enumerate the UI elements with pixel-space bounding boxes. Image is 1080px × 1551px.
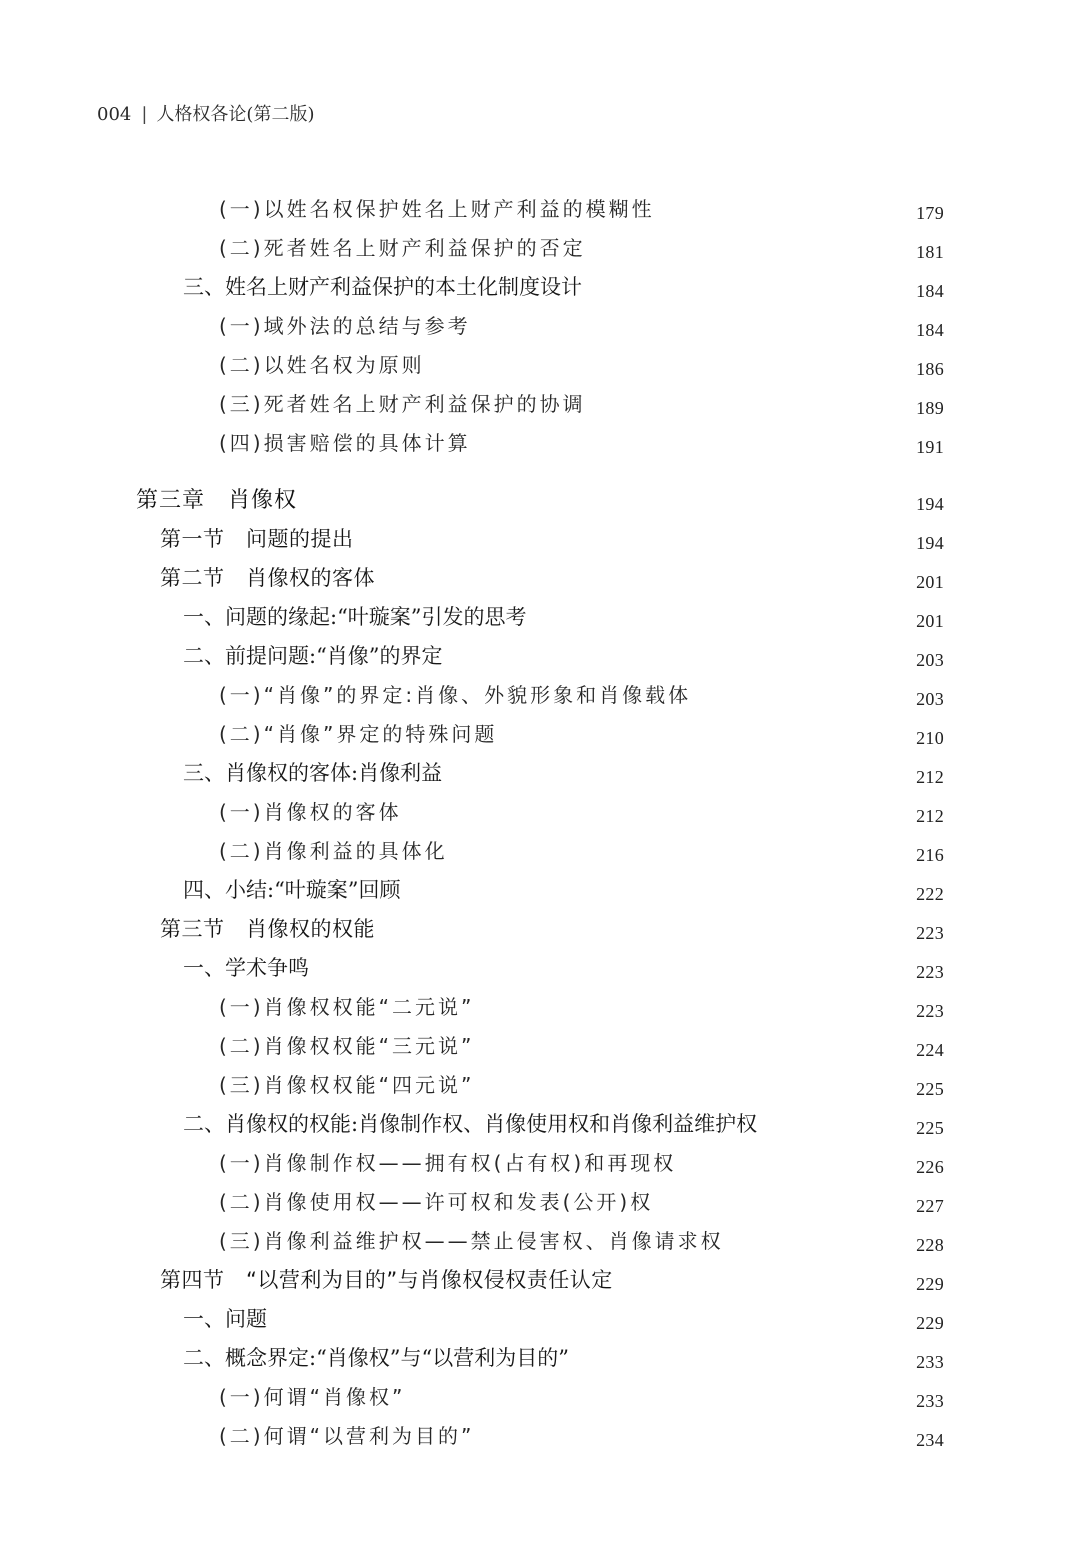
toc-entry-sub bbox=[0, 190, 1080, 229]
toc-entry-section bbox=[0, 1261, 1080, 1300]
toc-entry-page-number: 194 bbox=[916, 533, 944, 553]
toc-entry-page-number: 233 bbox=[916, 1391, 944, 1411]
toc-entry-title: (二)以姓名权为原则 bbox=[219, 353, 425, 377]
toc-entry-sub bbox=[0, 307, 1080, 346]
toc-entry-sub bbox=[0, 832, 1080, 871]
toc-entry-title: (一)肖像权的客体 bbox=[219, 800, 402, 824]
toc-entry-page-number: 201 bbox=[916, 572, 944, 592]
toc-entry-page-number: 212 bbox=[916, 806, 944, 826]
toc-entry-page-number: 189 bbox=[916, 398, 944, 418]
toc-entry-title: (一)“肖像”的界定:肖像、外貌形象和肖像载体 bbox=[219, 683, 692, 707]
toc-entry-sub bbox=[0, 1222, 1080, 1261]
toc-entry-sub bbox=[0, 1066, 1080, 1105]
toc-entry-title: (二)何谓“以营利为目的” bbox=[219, 1424, 475, 1448]
toc-entry-sub bbox=[0, 715, 1080, 754]
toc-entry-chapter bbox=[0, 481, 1080, 520]
toc-entry-title: 一、问题的缘起:“叶璇案”引发的思考 bbox=[183, 605, 527, 629]
toc-entry-title: (一)肖像权权能“二元说” bbox=[219, 995, 475, 1019]
toc-entry-title: (二)肖像权权能“三元说” bbox=[219, 1034, 475, 1058]
toc-entry-page-number: 210 bbox=[916, 728, 944, 748]
toc-entry-sub bbox=[0, 1183, 1080, 1222]
toc-entry-item bbox=[0, 637, 1080, 676]
toc-entry-title: (四)损害赔偿的具体计算 bbox=[219, 431, 471, 455]
toc-group-chapter-three bbox=[0, 481, 1080, 1456]
toc-entry-title: 二、肖像权的权能:肖像制作权、肖像使用权和肖像利益维护权 bbox=[183, 1112, 758, 1136]
toc-entry-sub bbox=[0, 1378, 1080, 1417]
header-book-title: 人格权各论(第二版) bbox=[156, 104, 315, 125]
toc-entry-title: (二)肖像使用权——许可权和发表(公开)权 bbox=[219, 1190, 654, 1214]
toc-entry-sub bbox=[0, 793, 1080, 832]
table-of-contents bbox=[0, 190, 1080, 1456]
toc-entry-sub bbox=[0, 988, 1080, 1027]
toc-entry-section bbox=[0, 520, 1080, 559]
toc-entry-title: 第三节 肖像权的权能 bbox=[160, 917, 375, 941]
toc-entry-sub bbox=[0, 229, 1080, 268]
toc-entry-title: 第一节 问题的提出 bbox=[160, 527, 354, 551]
toc-entry-item bbox=[0, 598, 1080, 637]
toc-entry-title: 第三章 肖像权 bbox=[136, 488, 298, 513]
toc-entry-page-number: 223 bbox=[916, 923, 944, 943]
toc-entry-item bbox=[0, 1300, 1080, 1339]
toc-entry-title: (一)域外法的总结与参考 bbox=[219, 314, 471, 338]
toc-entry-title: 第二节 肖像权的客体 bbox=[160, 566, 375, 590]
toc-entry-title: 一、学术争鸣 bbox=[183, 956, 309, 980]
toc-entry-page-number: 225 bbox=[916, 1079, 944, 1099]
toc-entry-page-number: 222 bbox=[916, 884, 944, 904]
toc-entry-page-number: 194 bbox=[916, 494, 944, 514]
toc-entry-item bbox=[0, 871, 1080, 910]
toc-entry-title: (三)肖像利益维护权——禁止侵害权、肖像请求权 bbox=[219, 1229, 724, 1253]
toc-entry-section bbox=[0, 559, 1080, 598]
toc-entry-title: (一)何谓“肖像权” bbox=[219, 1385, 406, 1409]
toc-entry-sub bbox=[0, 1417, 1080, 1456]
toc-entry-item bbox=[0, 1105, 1080, 1144]
toc-entry-page-number: 229 bbox=[916, 1313, 944, 1333]
toc-entry-title: (三)死者姓名上财产利益保护的协调 bbox=[219, 392, 586, 416]
toc-entry-title: (一)以姓名权保护姓名上财产利益的模糊性 bbox=[219, 197, 655, 221]
toc-entry-page-number: 233 bbox=[916, 1352, 944, 1372]
toc-entry-page-number: 212 bbox=[916, 767, 944, 787]
header-page-number: 004 bbox=[97, 104, 132, 125]
toc-entry-title: (三)肖像权权能“四元说” bbox=[219, 1073, 475, 1097]
toc-entry-title: 三、肖像权的客体:肖像利益 bbox=[183, 761, 443, 785]
toc-entry-title: 四、小结:“叶璇案”回顾 bbox=[183, 878, 401, 902]
toc-entry-page-number: 179 bbox=[916, 203, 944, 223]
toc-entry-title: 第四节 “以营利为目的”与肖像权侵权责任认定 bbox=[160, 1268, 613, 1292]
header-separator: | bbox=[141, 104, 148, 125]
toc-group-continued bbox=[0, 190, 1080, 463]
toc-entry-item bbox=[0, 949, 1080, 988]
toc-entry-page-number: 181 bbox=[916, 242, 944, 262]
toc-entry-title: 三、姓名上财产利益保护的本土化制度设计 bbox=[183, 275, 582, 299]
toc-entry-page-number: 225 bbox=[916, 1118, 944, 1138]
toc-entry-page-number: 234 bbox=[916, 1430, 944, 1450]
toc-entry-title: 二、前提问题:“肖像”的界定 bbox=[183, 644, 443, 668]
toc-entry-page-number: 226 bbox=[916, 1157, 944, 1177]
toc-entry-sub bbox=[0, 1027, 1080, 1066]
toc-entry-page-number: 227 bbox=[916, 1196, 944, 1216]
toc-entry-page-number: 216 bbox=[916, 845, 944, 865]
toc-entry-page-number: 191 bbox=[916, 437, 944, 457]
toc-entry-page-number: 223 bbox=[916, 1001, 944, 1021]
toc-entry-page-number: 229 bbox=[916, 1274, 944, 1294]
toc-entry-page-number: 224 bbox=[916, 1040, 944, 1060]
toc-entry-title: 二、概念界定:“肖像权”与“以营利为目的” bbox=[183, 1346, 570, 1370]
toc-entry-title: (二)死者姓名上财产利益保护的否定 bbox=[219, 236, 586, 260]
toc-entry-section bbox=[0, 910, 1080, 949]
toc-entry-title: 一、问题 bbox=[183, 1307, 267, 1331]
toc-entry-page-number: 201 bbox=[916, 611, 944, 631]
toc-entry-page-number: 223 bbox=[916, 962, 944, 982]
toc-entry-page-number: 203 bbox=[916, 650, 944, 670]
toc-entry-sub bbox=[0, 1144, 1080, 1183]
running-header bbox=[97, 101, 314, 129]
toc-entry-page-number: 184 bbox=[916, 281, 944, 301]
toc-entry-sub bbox=[0, 346, 1080, 385]
toc-entry-sub bbox=[0, 424, 1080, 463]
toc-entry-sub bbox=[0, 676, 1080, 715]
toc-entry-page-number: 228 bbox=[916, 1235, 944, 1255]
toc-entry-title: (一)肖像制作权——拥有权(占有权)和再现权 bbox=[219, 1151, 677, 1175]
toc-entry-title: (二)“肖像”界定的特殊问题 bbox=[219, 722, 498, 746]
toc-entry-item bbox=[0, 1339, 1080, 1378]
toc-entry-page-number: 184 bbox=[916, 320, 944, 340]
toc-entry-page-number: 186 bbox=[916, 359, 944, 379]
toc-entry-item bbox=[0, 754, 1080, 793]
toc-entry-item bbox=[0, 268, 1080, 307]
toc-entry-sub bbox=[0, 385, 1080, 424]
toc-entry-title: (二)肖像利益的具体化 bbox=[219, 839, 448, 863]
toc-entry-page-number: 203 bbox=[916, 689, 944, 709]
